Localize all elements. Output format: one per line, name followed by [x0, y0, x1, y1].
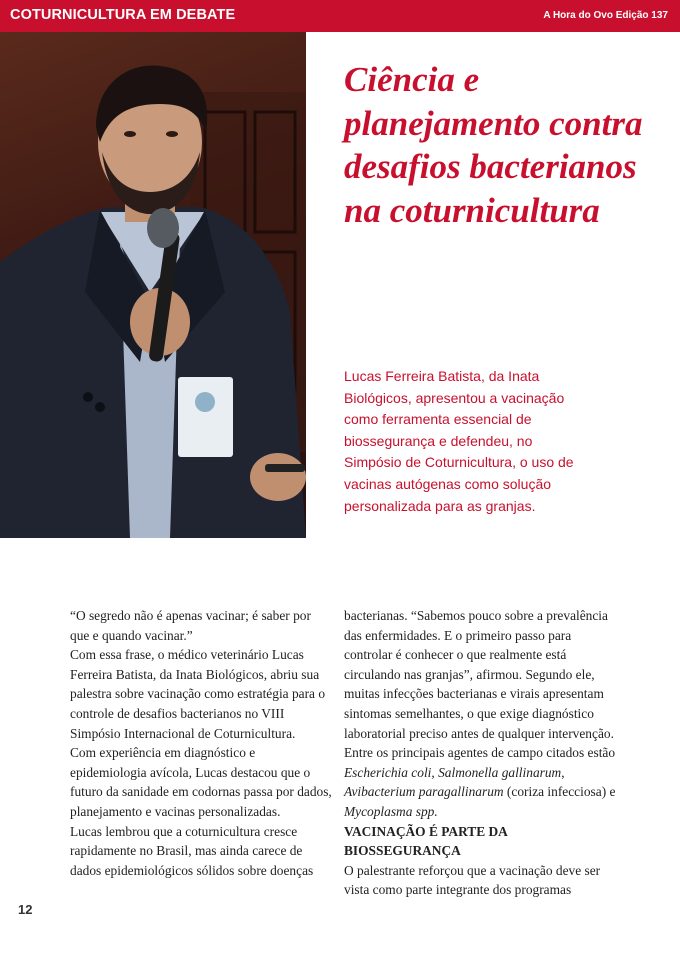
agent-name: Avibacterium paragallinarum	[344, 784, 504, 800]
paragraph: bacterianas. “Sabemos pouco sobre a prevalência das enfermidades. E o primeiro passo para controlar é conhecer o que realmente está circulando nas granjas”, afirmou. Segundo ele, muitas infecções bacterianas e virais apresentam sintomas semelhantes, o que exige diagnóstico laboratorial preciso antes de qualquer intervenção.	[344, 608, 614, 741]
header-bar	[0, 0, 680, 32]
paragraph: Lucas lembrou que a coturnicultura cresce rapidamente no Brasil, mas ainda carece de dados epidemiológicos sólidos sobre doenças	[70, 823, 314, 878]
article-lead: Lucas Ferreira Batista, da Inata Biológicos, apresentou a vacinação como ferramenta essencial de biossegurança e defendeu, no Simpósio de Coturnicultura, o uso de vacinas autógenas como solução personalizada para as granjas.	[344, 368, 574, 514]
separator: ,	[431, 764, 439, 780]
paragraph-agents	[344, 743, 616, 821]
paragraph: Com experiência em diagnóstico e epidemiologia avícola, Lucas destacou que o futuro da sanidade em codornas passa por dados, planejamento e vacinas personalizadas.	[70, 745, 332, 819]
page-number: 12	[18, 902, 33, 917]
article-column-right	[344, 606, 616, 900]
speaker-photo	[0, 32, 306, 538]
agent-name: Mycoplasma spp.	[344, 803, 438, 819]
article-title: Ciência e planejamento contra desafios bacterianos na coturnicultura	[344, 60, 643, 230]
agent-name: Escherichia coli	[344, 764, 432, 780]
separator: (coriza infecciosa) e	[503, 784, 616, 800]
paragraph: “O segredo não é apenas vacinar; é saber por que e quando vacinar.”	[70, 608, 311, 643]
separator: ,	[561, 764, 565, 780]
article-column-left	[70, 606, 332, 880]
edition-label: A Hora do Ovo Edição 137	[543, 10, 668, 21]
agents-intro: Entre os principais agentes de campo citados estão	[344, 745, 616, 761]
paragraph: O palestrante reforçou que a vacinação deve ser vista como parte integrante dos programas	[344, 862, 601, 898]
agent-name: Salmonella gallinarum	[438, 764, 562, 780]
subheading: VACINAÇÃO É PARTE DA BIOSSEGURANÇA	[344, 823, 508, 859]
paragraph: Com essa frase, o médico veterinário Lucas Ferreira Batista, da Inata Biológicos, abriu sua palestra sobre vacinação como estratégia para o controle de desafios bacterianos no VIII Simpósio Internacional de Coturnicultura.	[70, 647, 326, 741]
speaker-illustration	[0, 32, 306, 538]
section-title: COTURNICULTURA EM DEBATE	[10, 7, 236, 23]
